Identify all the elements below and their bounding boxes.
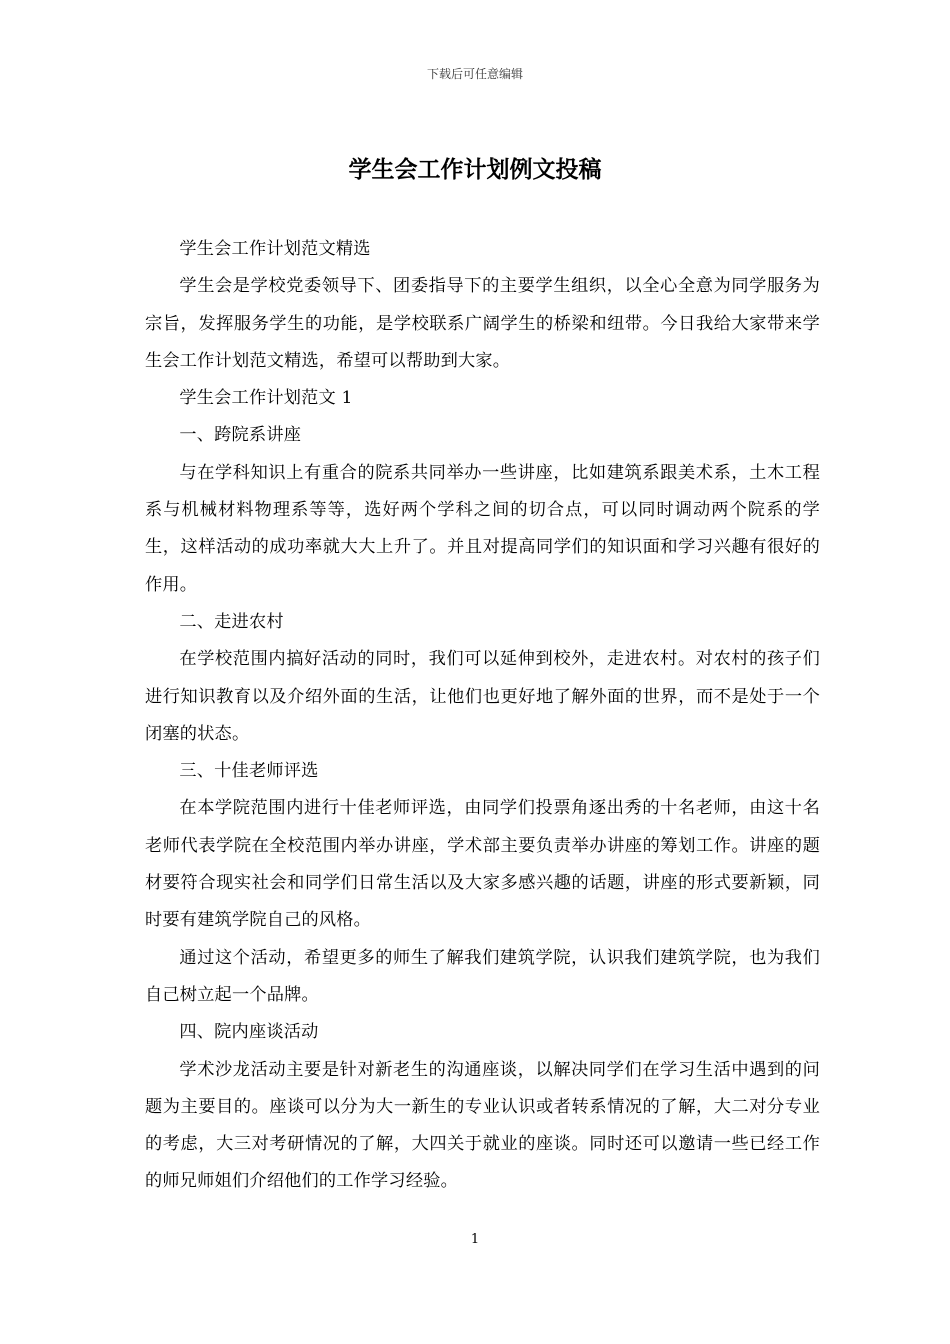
paragraph-heading-2: 二、走进农村 [179, 611, 284, 632]
paragraph-body-3: 在本学院范围内进行十佳老师评选，由同学们投票角逐出秀的十名老师，由这十名老师代表学院在全校范围内举办讲座，学术部主要负责举办讲座的筹划工作。讲座的题材要符合现实社会和同学们日常生活以及大家多感兴趣的话题，讲座的形式要新颖，同时要有建筑学院自己的风格。 [145, 798, 820, 931]
paragraph-intro: 学生会是学校党委领导下、团委指导下的主要学生组织，以全心全意为同学服务为宗旨，发挥服务学生的功能，是学校联系广阔学生的桥梁和纽带。今日我给大家带来学生会工作计划范文精选，希望可以帮助到大家。 [145, 276, 820, 371]
document-title: 学生会工作计划例文投稿 [348, 156, 602, 183]
paragraph-heading-4: 四、院内座谈活动 [179, 1022, 319, 1043]
paragraph-body-1: 与在学科知识上有重合的院系共同举办一些讲座，比如建筑系跟美术系，土木工程系与机械材料物理系等等，选好两个学科之间的切合点，可以同时调动两个院系的学生，这样活动的成功率就大大上升了。并且对提高同学们的知识面和学习兴趣有很好的作用。 [145, 462, 820, 595]
document-body [145, 231, 820, 1201]
page-number: 1 [470, 1232, 480, 1247]
paragraph-section-heading: 学生会工作计划范文精选 [179, 239, 371, 259]
paragraph-body-2: 在学校范围内搞好活动的同时，我们可以延伸到校外，走进农村。对农村的孩子们进行知识教育以及介绍外面的生活，让他们也更好地了解外面的世界，而不是处于一个闭塞的状态。 [145, 649, 820, 744]
paragraph-body-3b: 通过这个活动，希望更多的师生了解我们建筑学院，认识我们建筑学院，也为我们自己树立起一个品牌。 [145, 947, 820, 1005]
header-note: 下载后可任意编辑 [426, 67, 523, 81]
paragraph-heading-1: 一、跨院系讲座 [179, 425, 302, 446]
paragraph-body-4: 学术沙龙活动主要是针对新老生的沟通座谈，以解决同学们在学习生活中遇到的问题为主要目的。座谈可以分为大一新生的专业认识或者转系情况的了解，大二对分专业的考虑，大三对考研情况的了解，大四关于就业的座谈。同时还可以邀请一些已经工作的师兄师姐们介绍他们的工作学习经验。 [145, 1059, 820, 1192]
paragraph-sample-heading: 学生会工作计划范文 1 [179, 388, 353, 409]
paragraph-heading-3: 三、十佳老师评选 [179, 761, 319, 782]
